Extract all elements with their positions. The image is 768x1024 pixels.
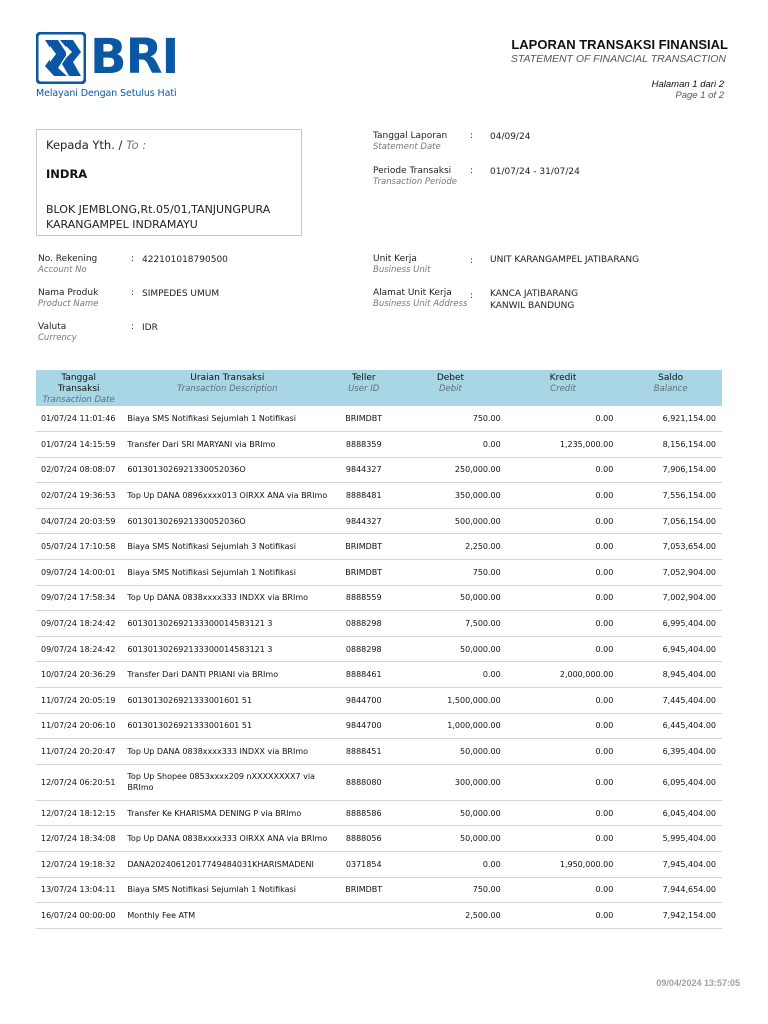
table-row: [36, 585, 722, 611]
table-row: [36, 611, 722, 637]
table-row: [36, 662, 722, 688]
business-unit-label: Unit Kerja Business Unit: [373, 254, 431, 275]
recipient-name: INDRA: [46, 167, 88, 181]
recipient-address: BLOK JEMBLONG,Rt.05/01,TANJUNGPURA KARANGAMPEL INDRAMAYU: [46, 203, 271, 231]
transaction-date: 11/07/24 20:06:10: [36, 713, 121, 739]
transaction-date: 09/07/24 17:58:34: [36, 585, 121, 611]
teller-id: 8888559: [333, 585, 394, 611]
credit-amount: 0.00: [507, 877, 620, 903]
table-row: [36, 457, 722, 483]
debit-amount: 500,000.00: [394, 508, 507, 534]
transaction-date: 13/07/24 13:04:11: [36, 877, 121, 903]
product-name-label: Nama Produk Product Name: [38, 288, 99, 309]
credit-amount: 0.00: [507, 508, 620, 534]
statement-date-value: 04/09/24: [490, 132, 531, 142]
transaction-date: 05/07/24 17:10:58: [36, 534, 121, 560]
credit-amount: 0.00: [507, 826, 620, 852]
transaction-description: 601301302692133300014583121 3: [121, 611, 333, 637]
credit-amount: 0.00: [507, 457, 620, 483]
business-unit-address-value: KANCA JATIBARANG KANWIL BANDUNG: [490, 289, 579, 311]
transaction-date: 12/07/24 06:20:51: [36, 764, 121, 800]
balance-amount: 7,906,154.00: [619, 457, 722, 483]
colon: :: [470, 131, 474, 141]
page-number-en: Page 1 of 2: [675, 90, 724, 101]
balance-amount: 8,945,404.00: [619, 662, 722, 688]
debit-amount: 50,000.00: [394, 739, 507, 765]
debit-amount: 250,000.00: [394, 457, 507, 483]
table-row: [36, 877, 722, 903]
teller-id: BRIMDBT: [333, 560, 394, 586]
colon: :: [131, 322, 135, 332]
debit-amount: 1,500,000.00: [394, 688, 507, 714]
debit-amount: 750.00: [394, 560, 507, 586]
transaction-description: Top Up DANA 0838xxxx333 OIRXX ANA via BRImo: [121, 826, 333, 852]
teller-id: [333, 903, 394, 929]
transactions-table: [36, 370, 722, 929]
colon: :: [470, 256, 474, 266]
balance-amount: 8,156,154.00: [619, 432, 722, 458]
credit-amount: 2,000,000.00: [507, 662, 620, 688]
transaction-date: 04/07/24 20:03:59: [36, 508, 121, 534]
balance-amount: 7,445,404.00: [619, 688, 722, 714]
colon: :: [470, 166, 474, 176]
teller-id: BRIMDBT: [333, 534, 394, 560]
balance-amount: 6,395,404.00: [619, 739, 722, 765]
table-row: [36, 800, 722, 826]
transaction-date: 11/07/24 20:05:19: [36, 688, 121, 714]
transactions-body: [36, 406, 722, 928]
table-header-row: [36, 370, 722, 406]
bri-tagline: Melayani Dengan Setulus Hati: [36, 88, 177, 99]
debit-amount: 2,250.00: [394, 534, 507, 560]
transaction-date: 12/07/24 19:18:32: [36, 852, 121, 878]
business-unit-value: UNIT KARANGAMPEL JATIBARANG: [490, 255, 640, 265]
debit-amount: 1,000,000.00: [394, 713, 507, 739]
transaction-date: 16/07/24 00:00:00: [36, 903, 121, 929]
account-number-label: No. Rekening Account No: [38, 254, 98, 275]
credit-amount: 0.00: [507, 560, 620, 586]
teller-id: BRIMDBT: [333, 877, 394, 903]
balance-amount: 6,921,154.00: [619, 406, 722, 432]
credit-amount: 0.00: [507, 585, 620, 611]
balance-amount: 7,942,154.00: [619, 903, 722, 929]
credit-amount: 0.00: [507, 611, 620, 637]
credit-amount: 1,235,000.00: [507, 432, 620, 458]
balance-amount: 5,995,404.00: [619, 826, 722, 852]
transaction-description: Biaya SMS Notifikasi Sejumlah 3 Notifikasi: [121, 534, 333, 560]
report-subtitle: STATEMENT OF FINANCIAL TRANSACTION: [510, 53, 726, 65]
table-row: [36, 903, 722, 929]
transaction-date: 01/07/24 14:15:59: [36, 432, 121, 458]
table-row: [36, 739, 722, 765]
table-row: [36, 852, 722, 878]
balance-amount: 7,056,154.00: [619, 508, 722, 534]
teller-id: 9844327: [333, 457, 394, 483]
balance-amount: 6,045,404.00: [619, 800, 722, 826]
balance-amount: 6,445,404.00: [619, 713, 722, 739]
account-number-value: 422101018790500: [142, 255, 228, 265]
debit-amount: 7,500.00: [394, 611, 507, 637]
teller-id: 8888056: [333, 826, 394, 852]
transaction-period-value: 01/07/24 - 31/07/24: [490, 167, 580, 177]
statement-date-label: Tanggal Laporan Statement Date: [373, 131, 448, 152]
balance-amount: 6,095,404.00: [619, 764, 722, 800]
print-timestamp: 09/04/2024 13:57:05: [656, 978, 740, 988]
teller-id: 8888586: [333, 800, 394, 826]
transaction-date: 09/07/24 14:00:01: [36, 560, 121, 586]
business-unit-address-label: Alamat Unit Kerja Business Unit Address: [373, 288, 468, 309]
table-row: [36, 713, 722, 739]
credit-amount: 0.00: [507, 483, 620, 509]
table-row: [36, 764, 722, 800]
teller-id: 0888298: [333, 611, 394, 637]
transaction-date: 01/07/24 11:01:46: [36, 406, 121, 432]
balance-amount: 7,052,904.00: [619, 560, 722, 586]
debit-amount: 50,000.00: [394, 826, 507, 852]
bri-logo-mark-icon: [36, 32, 86, 84]
header-saldo: Saldo Balance: [619, 370, 722, 406]
transaction-date: 12/07/24 18:34:08: [36, 826, 121, 852]
teller-id: 0888298: [333, 636, 394, 662]
balance-amount: 7,944,654.00: [619, 877, 722, 903]
teller-id: 9844327: [333, 508, 394, 534]
transaction-date: 02/07/24 08:08:07: [36, 457, 121, 483]
credit-amount: 0.00: [507, 903, 620, 929]
recipient-label-en: To :: [126, 138, 147, 152]
debit-amount: 750.00: [394, 877, 507, 903]
credit-amount: 0.00: [507, 739, 620, 765]
transaction-description: 6013013026921330052036O: [121, 508, 333, 534]
teller-id: 9844700: [333, 713, 394, 739]
debit-amount: 50,000.00: [394, 800, 507, 826]
teller-id: 8888451: [333, 739, 394, 765]
product-name-value: SIMPEDES UMUM: [142, 289, 220, 299]
balance-amount: 6,945,404.00: [619, 636, 722, 662]
header-teller: Teller User ID: [333, 370, 394, 406]
table-row: [36, 483, 722, 509]
credit-amount: 0.00: [507, 534, 620, 560]
colon: :: [131, 288, 135, 298]
debit-amount: 50,000.00: [394, 636, 507, 662]
debit-amount: 50,000.00: [394, 585, 507, 611]
transaction-description: 6013013026921330052036O: [121, 457, 333, 483]
transaction-description: Top Up DANA 0838xxxx333 INDXX via BRImo: [121, 739, 333, 765]
report-title: LAPORAN TRANSAKSI FINANSIAL: [511, 37, 728, 52]
credit-amount: 0.00: [507, 713, 620, 739]
transaction-description: Transfer Dari DANTI PRIANI via BRImo: [121, 662, 333, 688]
table-row: [36, 534, 722, 560]
teller-id: 8888461: [333, 662, 394, 688]
header-kredit: Kredit Credit: [507, 370, 620, 406]
balance-amount: 6,995,404.00: [619, 611, 722, 637]
teller-id: BRIMDBT: [333, 406, 394, 432]
transaction-description: 6013013026921333001601 51: [121, 713, 333, 739]
teller-id: 9844700: [333, 688, 394, 714]
table-row: [36, 826, 722, 852]
transaction-description: DANA20240612017749484031KHARISMADENI: [121, 852, 333, 878]
header-date: Tanggal Transaksi Transaction Date: [36, 370, 121, 406]
debit-amount: 2,500.00: [394, 903, 507, 929]
colon: :: [131, 254, 135, 264]
credit-amount: 0.00: [507, 800, 620, 826]
colon: :: [470, 291, 474, 301]
credit-amount: 0.00: [507, 636, 620, 662]
debit-amount: 0.00: [394, 852, 507, 878]
debit-amount: 350,000.00: [394, 483, 507, 509]
recipient-box: [36, 129, 302, 236]
transaction-date: 12/07/24 18:12:15: [36, 800, 121, 826]
header-debet: Debet Debit: [394, 370, 507, 406]
transaction-period-label: Periode Transaksi Transaction Periode: [373, 166, 457, 187]
transaction-description: Transfer Dari SRI MARYANI via BRImo: [121, 432, 333, 458]
page-number: Halaman 1 dari 2: [651, 79, 724, 90]
balance-amount: 7,945,404.00: [619, 852, 722, 878]
transaction-date: 09/07/24 18:24:42: [36, 636, 121, 662]
bri-logo-text: BRI: [90, 29, 179, 85]
transaction-description: 6013013026921333001601 51: [121, 688, 333, 714]
teller-id: 8888481: [333, 483, 394, 509]
table-row: [36, 560, 722, 586]
table-row: [36, 508, 722, 534]
transaction-description: Monthly Fee ATM: [121, 903, 333, 929]
table-row: [36, 406, 722, 432]
transaction-description: Biaya SMS Notifikasi Sejumlah 1 Notifikasi: [121, 877, 333, 903]
transaction-date: 11/07/24 20:20:47: [36, 739, 121, 765]
credit-amount: 1,950,000.00: [507, 852, 620, 878]
bri-logo: [36, 29, 179, 102]
recipient-label: Kepada Yth. / To :: [46, 138, 147, 152]
header-description: Uraian Transaksi Transaction Description: [121, 370, 333, 406]
debit-amount: 0.00: [394, 432, 507, 458]
transaction-date: 09/07/24 18:24:42: [36, 611, 121, 637]
debit-amount: 300,000.00: [394, 764, 507, 800]
teller-id: 8888359: [333, 432, 394, 458]
debit-amount: 0.00: [394, 662, 507, 688]
table-row: [36, 432, 722, 458]
transaction-description: 601301302692133300014583121 3: [121, 636, 333, 662]
transaction-description: Biaya SMS Notifikasi Sejumlah 1 Notifikasi: [121, 406, 333, 432]
credit-amount: 0.00: [507, 406, 620, 432]
balance-amount: 7,002,904.00: [619, 585, 722, 611]
table-row: [36, 688, 722, 714]
transaction-description: Top Up DANA 0896xxxx013 OIRXX ANA via BRImo: [121, 483, 333, 509]
credit-amount: 0.00: [507, 688, 620, 714]
transaction-description: Biaya SMS Notifikasi Sejumlah 1 Notifikasi: [121, 560, 333, 586]
table-row: [36, 636, 722, 662]
transaction-description: Transfer Ke KHARISMA DENING P via BRImo: [121, 800, 333, 826]
balance-amount: 7,556,154.00: [619, 483, 722, 509]
transaction-description: Top Up DANA 0838xxxx333 INDXX via BRImo: [121, 585, 333, 611]
currency-label: Valuta Currency: [38, 322, 77, 343]
transaction-date: 10/07/24 20:36:29: [36, 662, 121, 688]
credit-amount: 0.00: [507, 764, 620, 800]
teller-id: 0371854: [333, 852, 394, 878]
currency-value: IDR: [142, 323, 158, 333]
debit-amount: 750.00: [394, 406, 507, 432]
teller-id: 8888080: [333, 764, 394, 800]
balance-amount: 7,053,654.00: [619, 534, 722, 560]
transaction-date: 02/07/24 19:36:53: [36, 483, 121, 509]
transaction-description: Top Up Shopee 0853xxxx209 nXXXXXXXX7 via BRImo: [121, 764, 333, 800]
